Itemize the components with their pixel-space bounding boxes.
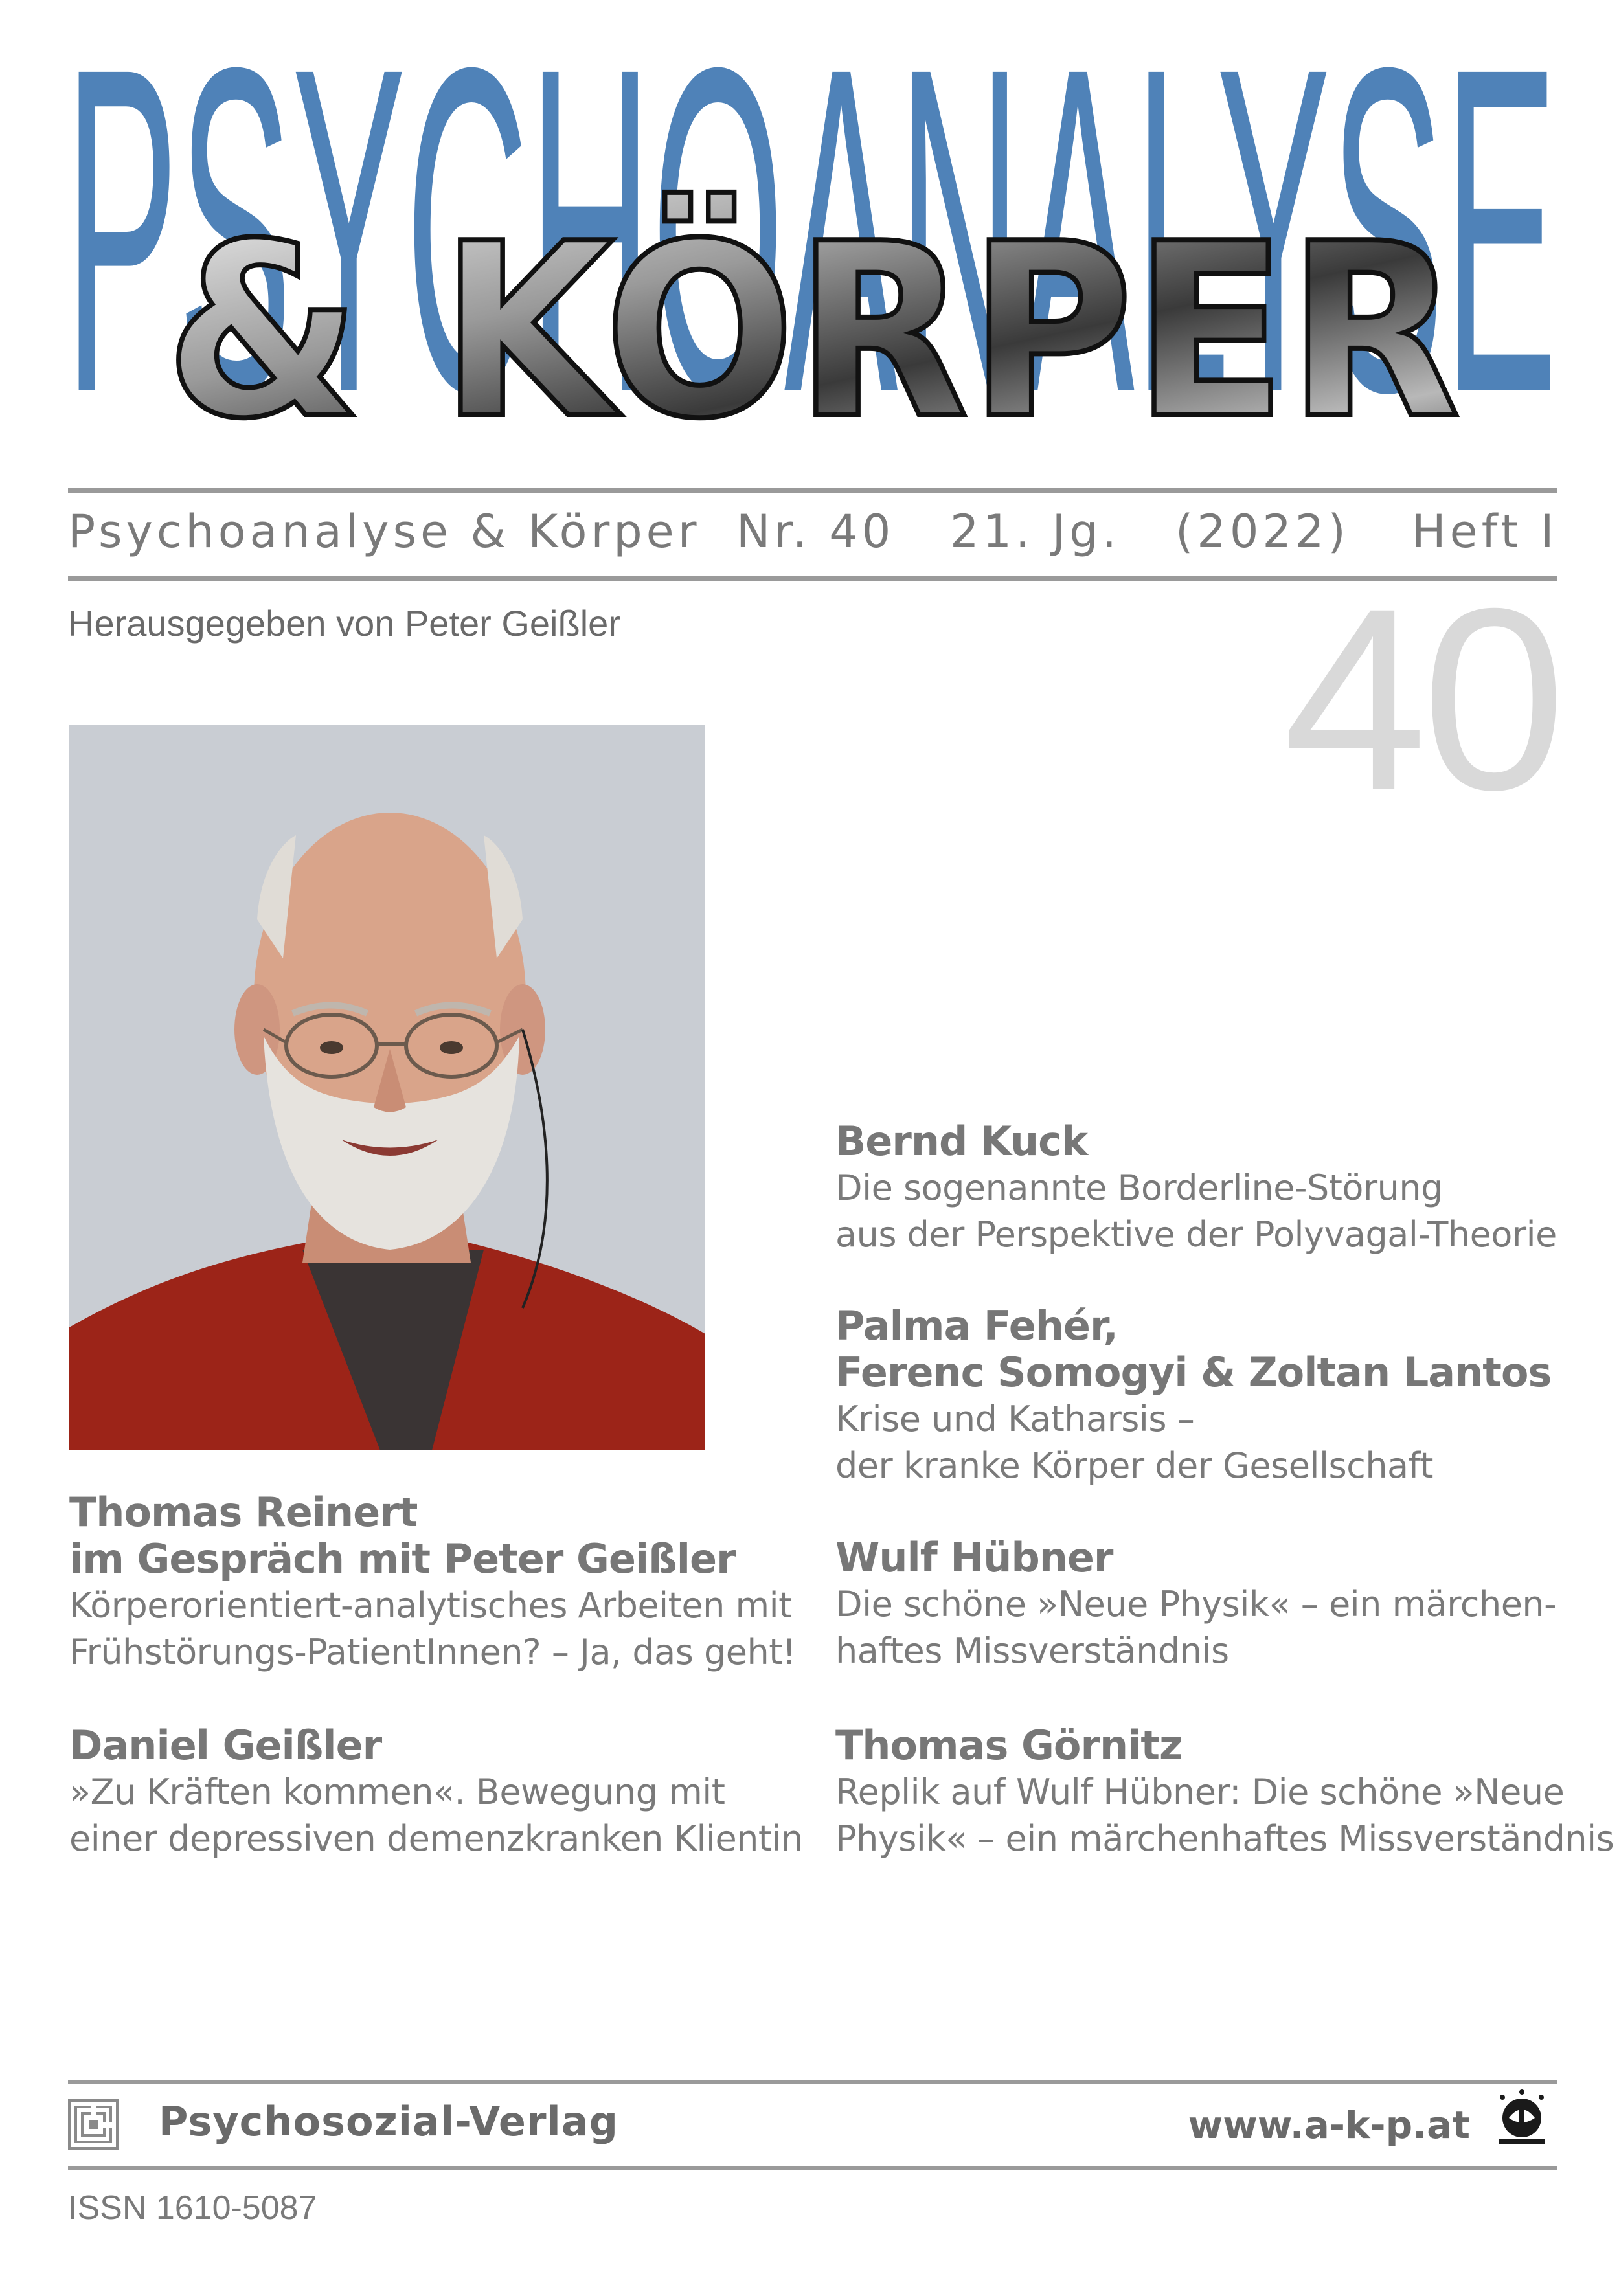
article-title: einer depressiven demenzkranken Klientin — [69, 1818, 803, 1859]
top-rule — [68, 488, 1557, 493]
portrait-photo — [69, 725, 705, 1450]
article-author: Thomas Reinert — [69, 1489, 418, 1536]
footer-top-rule — [68, 2080, 1557, 2084]
article-kuck — [835, 1118, 1557, 1258]
article-title: Körperorientiert-analytisches Arbeiten mit — [69, 1585, 792, 1626]
article-title: aus der Perspektive der Polyvagal-Theorie — [835, 1214, 1557, 1255]
article-author: Daniel Geißler — [69, 1722, 382, 1769]
big-issue-number: 40 — [1283, 554, 1561, 844]
article-author: Wulf Hübner — [835, 1534, 1113, 1581]
issue-number: Nr. 40 — [736, 505, 895, 558]
article-author: Ferenc Somogyi & Zoltan Lantos — [835, 1349, 1552, 1396]
maze-icon — [68, 2099, 119, 2150]
masthead-graphic — [0, 0, 1619, 479]
article-title: haftes Missverständnis — [835, 1630, 1229, 1671]
publisher-name: Psychosozial-Verlag — [159, 2098, 618, 2145]
article-huebner — [835, 1535, 1556, 1674]
editor-line: Herausgegeben von Peter Geißler — [68, 603, 620, 644]
portrait-illustration — [69, 725, 705, 1450]
article-daniel-geissler — [69, 1722, 803, 1862]
article-author: Thomas Görnitz — [835, 1722, 1183, 1769]
journal-name: Psychoanalyse & Körper — [68, 505, 701, 558]
masthead-title-front: & KÖRPER — [165, 193, 1545, 471]
website-link[interactable]: www.a-k-p.at — [1188, 2103, 1470, 2147]
article-reinert — [69, 1489, 796, 1676]
year: (2022) — [1175, 505, 1350, 558]
article-title: der kranke Körper der Gesellschaft — [835, 1445, 1433, 1486]
article-title: Physik« – ein märchenhaftes Missverständnis — [835, 1818, 1614, 1859]
footer-bottom-rule — [68, 2166, 1557, 2170]
masthead — [0, 0, 1619, 479]
article-title: Die sogenannte Borderline-Störung — [835, 1167, 1443, 1208]
masthead-title-back: PSYCHOANALYSE — [64, 0, 1557, 479]
heft: Heft I — [1412, 505, 1558, 558]
akp-emblem-icon — [1489, 2088, 1554, 2153]
volume: 21. Jg. — [950, 505, 1120, 558]
article-author: Palma Fehér, — [835, 1302, 1118, 1349]
article-author: im Gespräch mit Peter Geißler — [69, 1535, 736, 1582]
issn: ISSN 1610-5087 — [68, 2189, 317, 2227]
article-author: Bernd Kuck — [835, 1118, 1088, 1165]
article-title: »Zu Kräften kommen«. Bewegung mit — [69, 1772, 725, 1812]
article-title: Replik auf Wulf Hübner: Die schöne »Neue — [835, 1772, 1565, 1812]
article-feher — [835, 1303, 1551, 1489]
article-title: Frühstörungs-PatientInnen? – Ja, das geht! — [69, 1632, 797, 1672]
article-title: Krise und Katharsis – — [835, 1399, 1195, 1439]
article-title: Die schöne »Neue Physik« – ein märchen- — [835, 1584, 1557, 1625]
article-goernitz — [835, 1722, 1614, 1862]
